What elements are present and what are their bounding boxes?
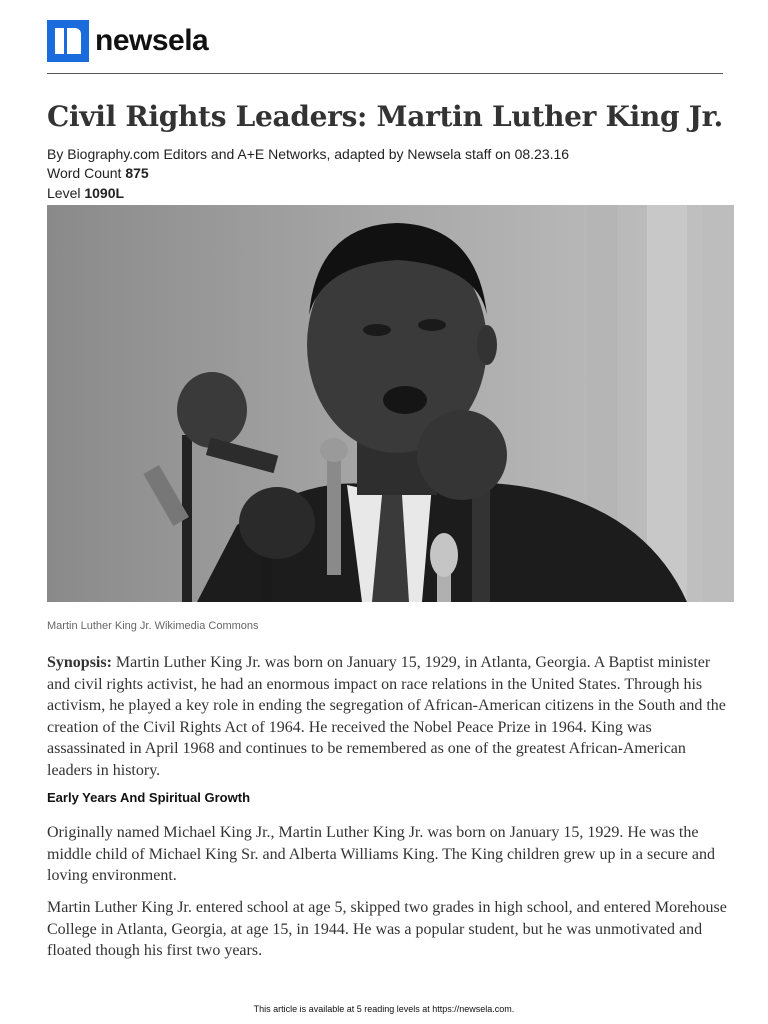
level-value: 1090L [84, 185, 125, 201]
synopsis-text: Martin Luther King Jr. was born on January 15, 1929, in Atlanta, Georgia. A Baptist minister and civil rights activist, he had an enormous impact on race relations in the United States. Through his activism, he played a key role in ending the segregation of African-American citizens in the South and the creation of the Civil Rights Act of 1964. He received the Nobel Peace Prize in 1964. King was assassinated in April 1968 and continues to be remembered as one of the greatest African-American leaders in history. [47, 654, 726, 779]
synopsis-label: Synopsis: [47, 654, 112, 671]
synopsis-paragraph [47, 652, 727, 781]
logo-text: newsela [95, 24, 209, 57]
word-count-label: Word Count [47, 165, 122, 181]
word-count-value: 875 [125, 165, 149, 181]
reading-level [47, 185, 124, 201]
paragraph-2: Martin Luther King Jr. entered school at age 5, skipped two grades in high school, and entered Morehouse College in Atlanta, Georgia, at age 15, in 1944. He was a popular student, but he was unmotivated and floated though his first two years. [47, 899, 727, 959]
newsela-logo[interactable] [47, 20, 208, 62]
footer-note: This article is available at 5 reading levels at https://newsela.com. [253, 1004, 515, 1014]
word-count [47, 165, 149, 181]
photo-caption: Martin Luther King Jr. Wikimedia Commons [47, 620, 259, 632]
byline: By Biography.com Editors and A+E Networks, adapted by Newsela staff on 08.23.16 [47, 146, 570, 162]
newsela-logo-icon [47, 20, 89, 62]
level-label: Level [47, 185, 81, 201]
article-photo [47, 205, 734, 602]
paragraph-1: Originally named Michael King Jr., Martin Luther King Jr. was born on January 15, 1929. He was the middle child of Michael King Sr. and Alberta Williams King. The King children grew up in a secure and loving environment. [47, 824, 715, 884]
header-divider [47, 73, 723, 74]
article-title: Civil Rights Leaders: Martin Luther King Jr. [47, 100, 723, 133]
photo-illustration [47, 205, 734, 602]
section-heading: Early Years And Spiritual Growth [47, 790, 251, 805]
